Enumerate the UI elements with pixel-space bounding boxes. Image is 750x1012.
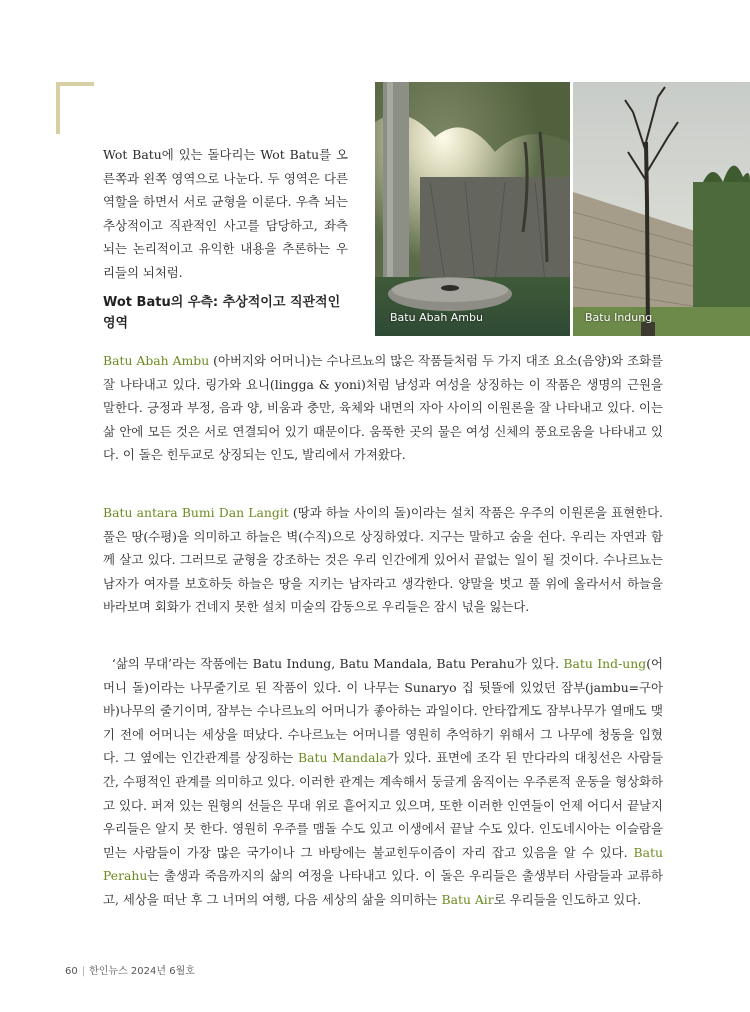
highlight-batu-mandala: Batu Mandala (297, 750, 387, 766)
paragraph-text: (땅과 하늘 사이의 돌)이라는 설치 작품은 우주의 이원론을 표현한다. 풀은 땅(수평)을 의미하고 하늘은 벽(수직)으로 상징하였다. 지구는 말하고 숨을 쉰다. 우리는 자연과 함께 살고 있다. 그러므로 균형을 강조하는 것은 우리 인간에게 있어서 끝없는 일이 될 것이다. 수나르뇨는 남자가 여자를 보호하듯 하늘은 땅을 지키는 남자라고 생각한다. 양말을 벗고 풀 위에 올라서서 하늘을 바라보며 회화가 건네지 못한 설치 미술의 감동으로 우리들은 잠시 넋을 잃는다. (103, 505, 663, 615)
paragraph-batu-antara-bumi (103, 501, 663, 619)
photo-batu-abah-ambu-image (375, 82, 570, 336)
paragraph-text: 로 우리들을 인도하고 있다. (493, 891, 642, 907)
paragraph-text: 가 있다. 표면에 조각 된 만다라의 대칭선은 사람들 간, 수평적인 관계를 의미하고 있다. 이러한 관계는 계속해서 둥글게 움직이는 우주론적 운동을 형상화하고 있다. 퍼져 있는 원형의 선들은 무대 위로 흩어지고 있으며, 또한 이러한 인연들이 언제 어디서 끝날지 우리들은 알지 못 한다. 영원히 우주를 맴돌 수도 있고 이생에서 끝날 수도 있다. 인도네시아는 이슬람을 믿는 사람들이 가장 많은 국가이나 그 바탕에는 불교힌두이즘이 자리 잡고 있음을 알 수 있다. (103, 750, 663, 860)
corner-accent-decoration (56, 82, 94, 134)
publication-name: 한인뉴스 2024년 6월호 (89, 966, 195, 977)
paragraph-batu-abah-ambu (103, 349, 663, 467)
paragraph-text: (아버지와 어머니)는 수나르뇨의 많은 작품들처럼 두 가지 대조 요소(음양)와 조화를 잘 나타내고 있다. 링가와 요니(lingga & yoni)처럼 남성과 여성을 상징하는 이 작품은 생명의 근원을 말한다. 긍정과 부정, 음과 양, 비움과 충만, 육체와 내면의 자아 사이의 이원론을 잘 나타내고 있다. 이는 삶 안에 모든 것은 서로 연결되어 있기 때문이다. 움푹한 곳의 물은 여성 신체의 풍요로움을 나타내고 있다. 이 돌은 힌두교로 상징되는 인도, 발리에서 가져왔다. (103, 353, 663, 463)
photo-caption-batu-abah-ambu: Batu Abah Ambu (390, 311, 483, 324)
footer-separator: | (81, 966, 86, 977)
section-heading: Wot Batu의 우측: 추상적이고 직관적인 영역 (103, 295, 341, 331)
paragraph-stage-of-life (103, 652, 663, 912)
highlight-batu-antara-bumi: Batu antara Bumi Dan Langit (103, 505, 289, 520)
photo-caption-batu-indung: Batu Indung (585, 311, 653, 324)
paragraph-text: (어머니 돌)이라는 나무줄기로 된 작품이 있다. 이 나무는 Sunaryo 집 뒷뜰에 있었던 잠부(jambu=구아바)나무의 줄기이며, 잠부는 수나르뇨의 어머니가 좋아하는 과일이다. 안타깝게도 잠부나무가 열매도 맺기 전에 어머니는 세상을 떠났다. 수나르뇨는 어머니를 영원히 추억하기 위해서 그 나무에 청동을 입혔다. 그 옆에는 인간관계를 상징하는 (103, 656, 663, 766)
intro-paragraph: Wot Batu에 있는 돌다리는 Wot Batu를 오른쪽과 왼쪽 영역으로 나눈다. 두 영역은 다른 역할을 하면서 서로 균형을 이룬다. 우측 뇌는 추상적이고 직관적인 사고를 담당하고, 좌측 뇌는 논리적이고 유익한 내용을 추론하는 우리들의 뇌처럼. (103, 147, 348, 280)
photo-batu-abah-ambu (375, 82, 570, 336)
highlight-batu-air: Batu Air (441, 891, 494, 907)
highlight-batu-abah-ambu: Batu Abah Ambu (103, 353, 210, 368)
page-number: 60 (65, 966, 78, 977)
photo-batu-indung-image (573, 82, 750, 336)
highlight-batu-indung: Batu Ind-ung (563, 656, 647, 671)
page-footer (65, 962, 195, 977)
photo-batu-indung (573, 82, 750, 336)
paragraph-text: ‘삶의 무대’라는 작품에는 Batu Indung, Batu Mandala, Batu Perahu가 있다. (111, 656, 564, 671)
highlight-batu-perahu: Batu Perahu (103, 844, 663, 884)
paragraph-text: 는 출생과 죽음까지의 삶의 여정을 나타내고 있다. 이 돌은 우리들은 출생부터 사람들과 교류하고, 세상을 떠난 후 그 너머의 여행, 다음 세상의 삶을 의미하는 (103, 868, 663, 907)
